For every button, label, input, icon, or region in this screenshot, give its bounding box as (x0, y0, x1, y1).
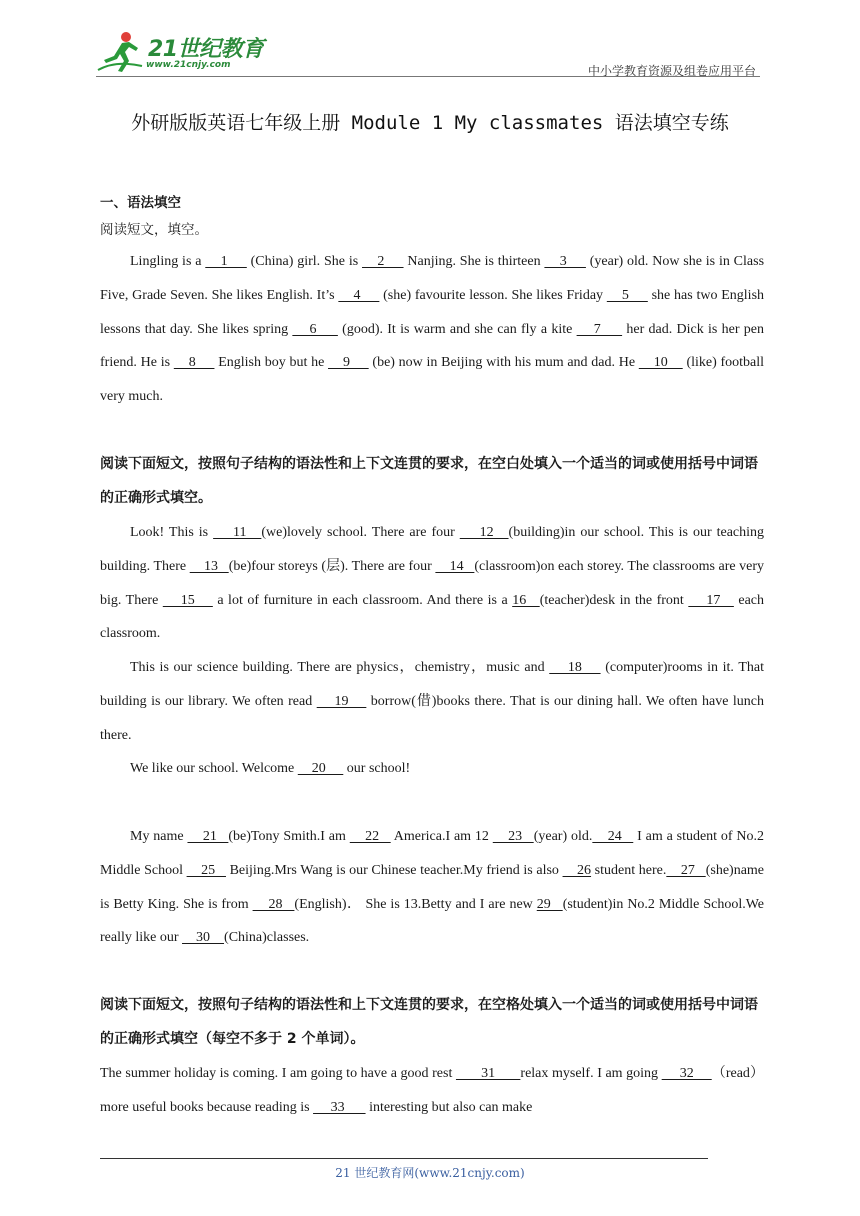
passage-text: The summer holiday is coming. I am going to have a good rest (100, 1066, 456, 1081)
passage-text: (China)classes. (224, 930, 310, 946)
passage-text: (building)in our school. This is our teaching building. There (100, 525, 765, 574)
passage-text: she has two English lessons that day. She likes spring (100, 287, 765, 337)
passage-paragraph (100, 516, 764, 651)
passage-text: her dad. Dick is her pen friend. He is (100, 321, 765, 371)
answer-blank[interactable]: 23 (492, 829, 534, 844)
passage-text: interesting but also can make (365, 1099, 533, 1115)
logo-url: www.21cnjy.com (146, 60, 231, 70)
passage-text: Lingling is a (130, 254, 206, 269)
passage-instruction: 阅读下面短文，按照句子结构的语法性和上下文连贯的要求，在空格处填入一个适当的词或使用括号中词语的正确形式填空（每空不多于 2 个单词）。 (100, 997, 758, 1047)
passage-text: relax myself. I am going (520, 1066, 662, 1081)
passage-text: each classroom. (100, 592, 765, 642)
passage-text: a lot of furniture in each classroom. And there is a (212, 592, 513, 608)
answer-blank[interactable]: 4 (338, 287, 380, 303)
answer-blank[interactable]: 24 (592, 829, 634, 844)
passage-text: (be)Tony Smith.I am (228, 829, 350, 844)
passage-text: (good). It is warm and she can fly a kite (337, 321, 577, 337)
passage-text: student here. (591, 862, 667, 878)
answer-blank[interactable]: 9 (328, 355, 369, 371)
passage-text: (China) girl. She is (246, 254, 363, 269)
runner-icon (96, 30, 144, 74)
answer-blank[interactable]: 16 (512, 592, 540, 608)
passage-text: Nanjing. She is thirteen (403, 254, 545, 269)
passage-text: (she) favourite lesson. She likes Friday (379, 287, 607, 303)
answer-blank[interactable]: 19 (316, 693, 367, 709)
answer-blank[interactable]: 28 (252, 896, 295, 912)
answer-blank[interactable]: 10 (638, 355, 683, 371)
answer-blank[interactable]: 26 (562, 862, 592, 878)
passage-text: (classroom)on each storey. The classrooms are very big. There (100, 558, 765, 608)
passage-text: My name (130, 829, 188, 844)
passage-paragraph (100, 820, 764, 955)
answer-blank[interactable]: 32 (661, 1066, 712, 1081)
answer-blank[interactable]: 14 (435, 558, 475, 574)
answer-blank[interactable]: 27 (666, 862, 706, 878)
passage-text: (we)lovely school. There are four (261, 525, 460, 540)
logo-text: 21世纪教育 (148, 37, 264, 62)
passage-text: I am a student of No.2 Middle School (100, 829, 765, 878)
passage-text: We like our school. Welcome (130, 761, 298, 776)
passage-text: (be) now in Beijing with his mum and dad. He (368, 355, 639, 371)
passage-text: America.I am 12 (390, 829, 493, 844)
answer-blank[interactable]: 2 (362, 254, 404, 269)
page-footer[interactable]: 21 世纪教育网(www.21cnjy.com) (335, 1166, 525, 1180)
answer-blank[interactable]: 29 (536, 896, 563, 912)
answer-blank[interactable]: 25 (186, 862, 226, 878)
answer-blank[interactable]: 5 (606, 287, 648, 303)
passage-text: (year) old. (533, 829, 593, 844)
header-divider (96, 76, 760, 77)
passage-text: (be)four storeys (层). There are four (228, 558, 436, 574)
answer-blank[interactable]: 21 (187, 829, 229, 844)
passage-text: (year) old. Now she is in Class Five, Grade Seven. She likes English. It’s (100, 254, 765, 303)
answer-blank[interactable]: 18 (549, 660, 601, 675)
page-header (96, 30, 760, 78)
answer-blank[interactable]: 31 (455, 1066, 521, 1081)
passage-text: (student)in No.2 Middle School.We really like our (100, 896, 765, 946)
passage-text: our school! (343, 761, 411, 776)
site-logo[interactable] (96, 30, 266, 76)
passage-text: (like) football very much. (100, 355, 765, 405)
answer-blank[interactable]: 11 (213, 525, 262, 540)
footer-divider (100, 1158, 708, 1159)
passage-text: (English)． She is 13.Betty and I are new (294, 896, 537, 912)
answer-blank[interactable]: 20 (297, 761, 344, 776)
passage-text: (teacher)desk in the front (539, 592, 689, 608)
answer-blank[interactable]: 8 (173, 355, 215, 371)
section-instruction: 阅读短文，填空。 (100, 222, 208, 238)
passage-paragraph (100, 1057, 764, 1125)
answer-blank[interactable]: 22 (349, 829, 391, 844)
answer-blank[interactable]: 13 (189, 558, 229, 574)
passage-text: (she)name is Betty King. She is from (100, 862, 765, 912)
passage-text: (computer)rooms in it. That building is our library. We often read (100, 660, 765, 709)
passage-paragraph (100, 752, 764, 786)
answer-blank[interactable]: 6 (292, 321, 338, 337)
section-heading: 一、语法填空 (100, 195, 181, 211)
passage-paragraph (100, 245, 764, 414)
passage-text: This is our science building. There are physics，chemistry，music and (130, 660, 550, 675)
answer-blank[interactable]: 15 (162, 592, 213, 608)
answer-blank[interactable]: 33 (313, 1099, 366, 1115)
passage-instruction: 阅读下面短文，按照句子结构的语法性和上下文连贯的要求，在空白处填入一个适当的词或使用括号中词语的正确形式填空。 (100, 456, 758, 506)
passage-text: Beijing.Mrs Wang is our Chinese teacher.My friend is also (225, 862, 563, 878)
answer-blank[interactable]: 1 (205, 254, 247, 269)
passage-paragraph (100, 651, 764, 752)
passage-text: borrow(借)books there. That is our dining hall. We often have lunch there. (100, 693, 764, 743)
answer-blank[interactable]: 12 (459, 525, 509, 540)
answer-blank[interactable]: 7 (576, 321, 623, 337)
passage-text: Look! This is (130, 525, 214, 540)
passage-text: English boy but he (214, 355, 329, 371)
header-platform-label: 中小学教育资源及组卷应用平台 (587, 64, 756, 78)
answer-blank[interactable]: 30 (182, 930, 225, 946)
page-title: 外研版版英语七年级上册 Module 1 My classmates 语法填空专练 (131, 112, 729, 134)
passage-text: （read） more useful books because reading is (100, 1066, 765, 1115)
answer-blank[interactable]: 3 (544, 254, 586, 269)
answer-blank[interactable]: 17 (688, 592, 734, 608)
